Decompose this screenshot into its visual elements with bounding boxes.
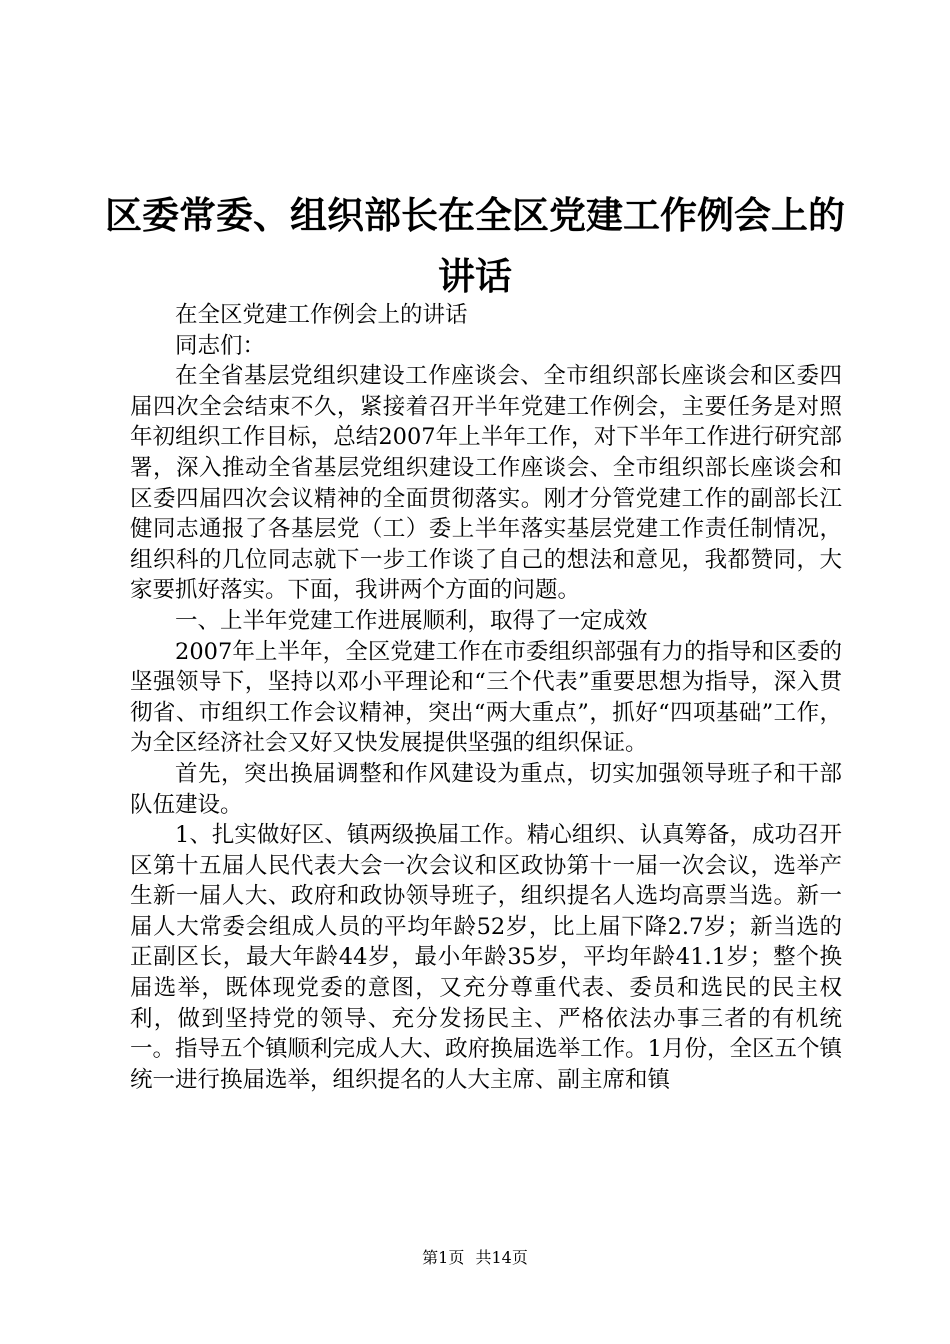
page-footer <box>0 1245 950 1268</box>
section-heading-1: 一、上半年党建工作进展顺利，取得了一定成效 <box>175 607 648 634</box>
page-number: 第1页 <box>422 1248 465 1267</box>
paragraph-item-1: 1、扎实做好区、镇两级换届工作。精心组织、认真筹备，成功召开区第十五届人民代表大会一次会议和区政协第十一届一次会议，选举产生新一届人大、政府和政协领导班子，组织提名人选均高票当选。新一届人大常委会组成人员的平均年龄52岁，比上届下降2.7岁；新当选的正副区长，最大年龄44岁，最小年龄35岁，平均年龄41.1岁；整个换届选举，既体现党委的意图，又充分尊重代表、委员和选民的民主权利，做到坚持党的领导、充分发扬民主、严格依法办事三者的有机统一。指导五个镇顺利完成人大、政府换届选举工作。1月份，全区五个镇统一进行换届选举，组织提名的人大主席、副主席和镇 <box>130 822 842 1093</box>
page-total: 共14页 <box>475 1248 528 1267</box>
document-body <box>130 300 842 1095</box>
document-title: 区委常委、组织部长在全区党建工作例会上的讲话 <box>105 193 845 298</box>
salutation: 同志们： <box>175 332 266 359</box>
paragraph-first-point: 首先，突出换届调整和作风建设为重点，切实加强领导班子和干部队伍建设。 <box>130 760 842 818</box>
paragraph-summary: 2007年上半年，全区党建工作在市委组织部强有力的指导和区委的坚强领导下，坚持以邓小平理论和“三个代表”重要思想为指导，深入贯彻省、市组织工作会议精神，突出“两大重点”，抓好“四项基础”工作，为全区经济社会又好又快发展提供坚强的组织保证。 <box>130 638 842 757</box>
subtitle-line: 在全区党建工作例会上的讲话 <box>175 302 468 328</box>
paragraph-intro: 在全省基层党组织建设工作座谈会、全市组织部长座谈会和区委四届四次全会结束不久，紧接着召开半年党建工作例会，主要任务是对照年初组织工作目标，总结2007年上半年工作，对下半年工作进行研究部署，深入推动全省基层党组织建设工作座谈会、全市组织部长座谈会和区委四届四次会议精神的全面贯彻落实。刚才分管党建工作的副部长江健同志通报了各基层党（工）委上半年落实基层党建工作责任制情况，组织科的几位同志就下一步工作谈了自己的想法和意见，我都赞同，大家要抓好落实。下面，我讲两个方面的问题。 <box>130 363 842 604</box>
